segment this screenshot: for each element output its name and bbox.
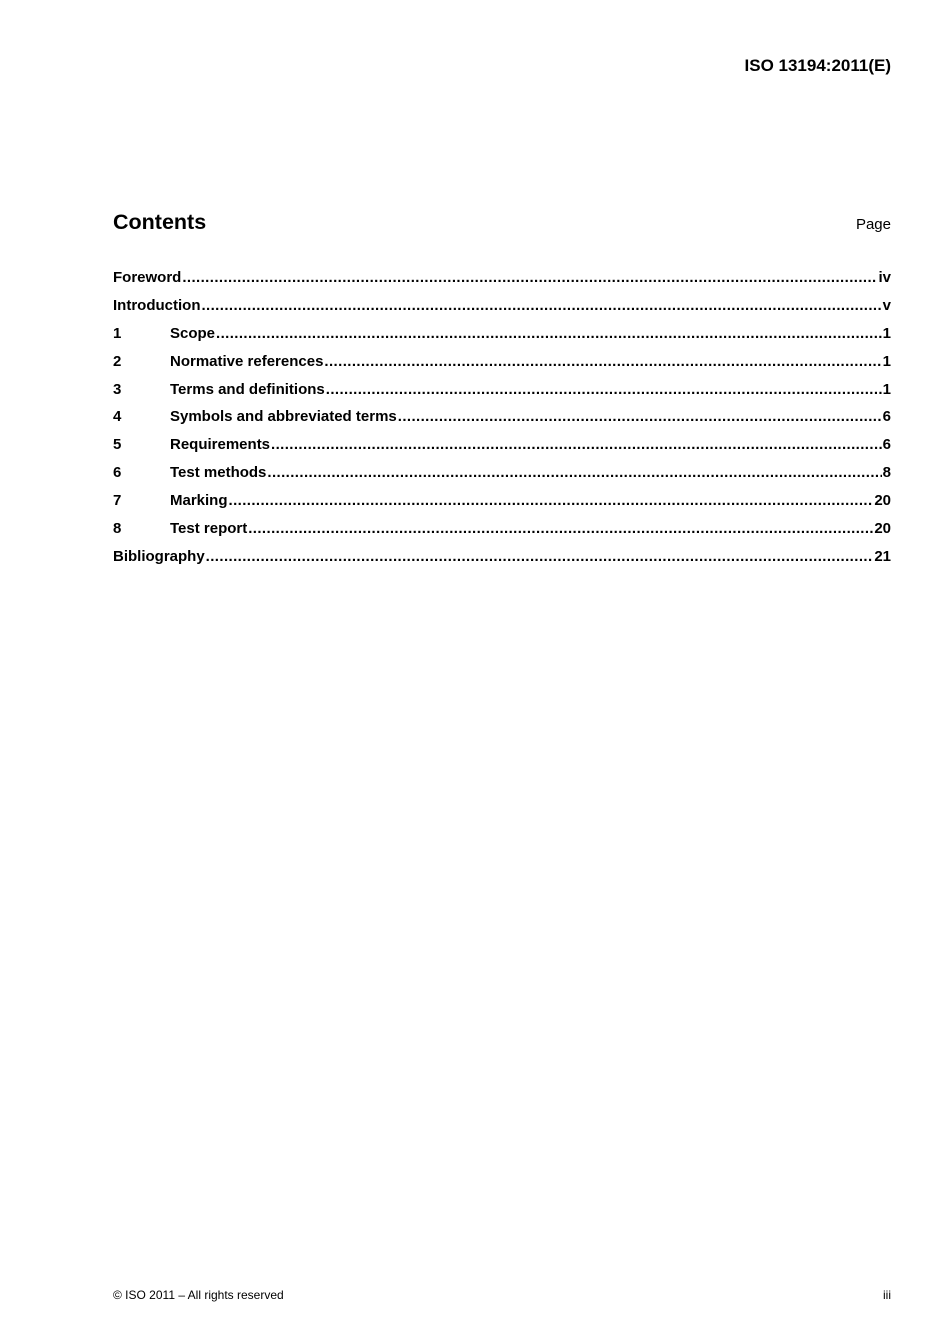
toc-leader-dots	[206, 547, 874, 567]
toc-entry-label: Marking	[170, 492, 228, 510]
toc-entry-page: v	[882, 296, 891, 314]
toc-entry-introduction[interactable]	[113, 296, 891, 324]
toc-entry-page: 6	[882, 436, 891, 454]
toc-entry-label: Test methods	[170, 464, 267, 482]
toc-entry-label: Introduction	[113, 296, 201, 314]
toc-entry-normative-references[interactable]	[113, 352, 891, 380]
toc-entry-label: Terms and definitions	[170, 380, 325, 398]
toc-entry-test-report[interactable]	[113, 519, 891, 547]
toc-leader-dots	[229, 491, 874, 511]
toc-entry-number: 1	[113, 324, 122, 342]
toc-entry-label: Symbols and abbreviated terms	[170, 408, 397, 426]
toc-entry-marking[interactable]	[113, 491, 891, 519]
toc-entry-page: 1	[882, 352, 891, 370]
toc-entry-foreword[interactable]	[113, 268, 891, 296]
toc-entry-scope[interactable]	[113, 324, 891, 352]
toc-entry-page: 8	[882, 464, 891, 482]
toc-leader-dots	[216, 324, 882, 344]
toc-entry-number: 3	[113, 380, 122, 398]
toc-entry-number: 5	[113, 436, 122, 454]
toc-entry-label: Normative references	[170, 352, 324, 370]
toc-entry-page: 1	[882, 324, 891, 342]
toc-entry-label: Requirements	[170, 436, 271, 454]
toc-entry-number: 8	[113, 520, 122, 538]
toc-entry-terms-and-definitions[interactable]	[113, 380, 891, 408]
footer-page-number: iii	[883, 1288, 891, 1302]
toc-entry-page: 1	[882, 380, 891, 398]
toc-entry-number: 7	[113, 492, 122, 510]
footer-copyright: © ISO 2011 – All rights reserved	[113, 1288, 284, 1302]
toc-header	[113, 208, 891, 238]
toc-leader-dots	[398, 407, 882, 427]
toc-entry-label: Scope	[170, 324, 216, 342]
toc-leader-dots	[271, 435, 882, 455]
toc-entry-label: Foreword	[113, 269, 182, 286]
toc-entry-number: 2	[113, 352, 122, 370]
toc-entry-page: iv	[878, 269, 891, 286]
toc-leader-dots	[182, 268, 877, 288]
toc-list	[113, 268, 891, 575]
toc-entry-label: Test report	[170, 520, 248, 538]
document-identifier: ISO 13194:2011(E)	[744, 56, 891, 75]
toc-entry-number: 6	[113, 464, 122, 482]
toc-entry-page: 20	[874, 492, 891, 510]
toc-entry-label: Bibliography	[113, 547, 205, 565]
toc-entry-page: 6	[882, 408, 891, 426]
toc-entry-page: 21	[874, 547, 891, 565]
toc-entry-number: 4	[113, 408, 122, 426]
toc-leader-dots	[201, 296, 881, 316]
toc-entry-symbols-and-abbreviated-terms[interactable]	[113, 407, 891, 435]
toc-leader-dots	[326, 380, 882, 400]
toc-entry-requirements[interactable]	[113, 435, 891, 463]
toc-title: Contents	[113, 210, 207, 234]
toc-leader-dots	[324, 352, 881, 372]
toc-entry-test-methods[interactable]	[113, 463, 891, 491]
toc-leader-dots	[248, 519, 873, 539]
toc-page-column-label: Page	[855, 216, 891, 233]
toc-leader-dots	[267, 463, 881, 483]
toc-entry-bibliography[interactable]	[113, 547, 891, 575]
toc-entry-page: 20	[874, 520, 891, 538]
